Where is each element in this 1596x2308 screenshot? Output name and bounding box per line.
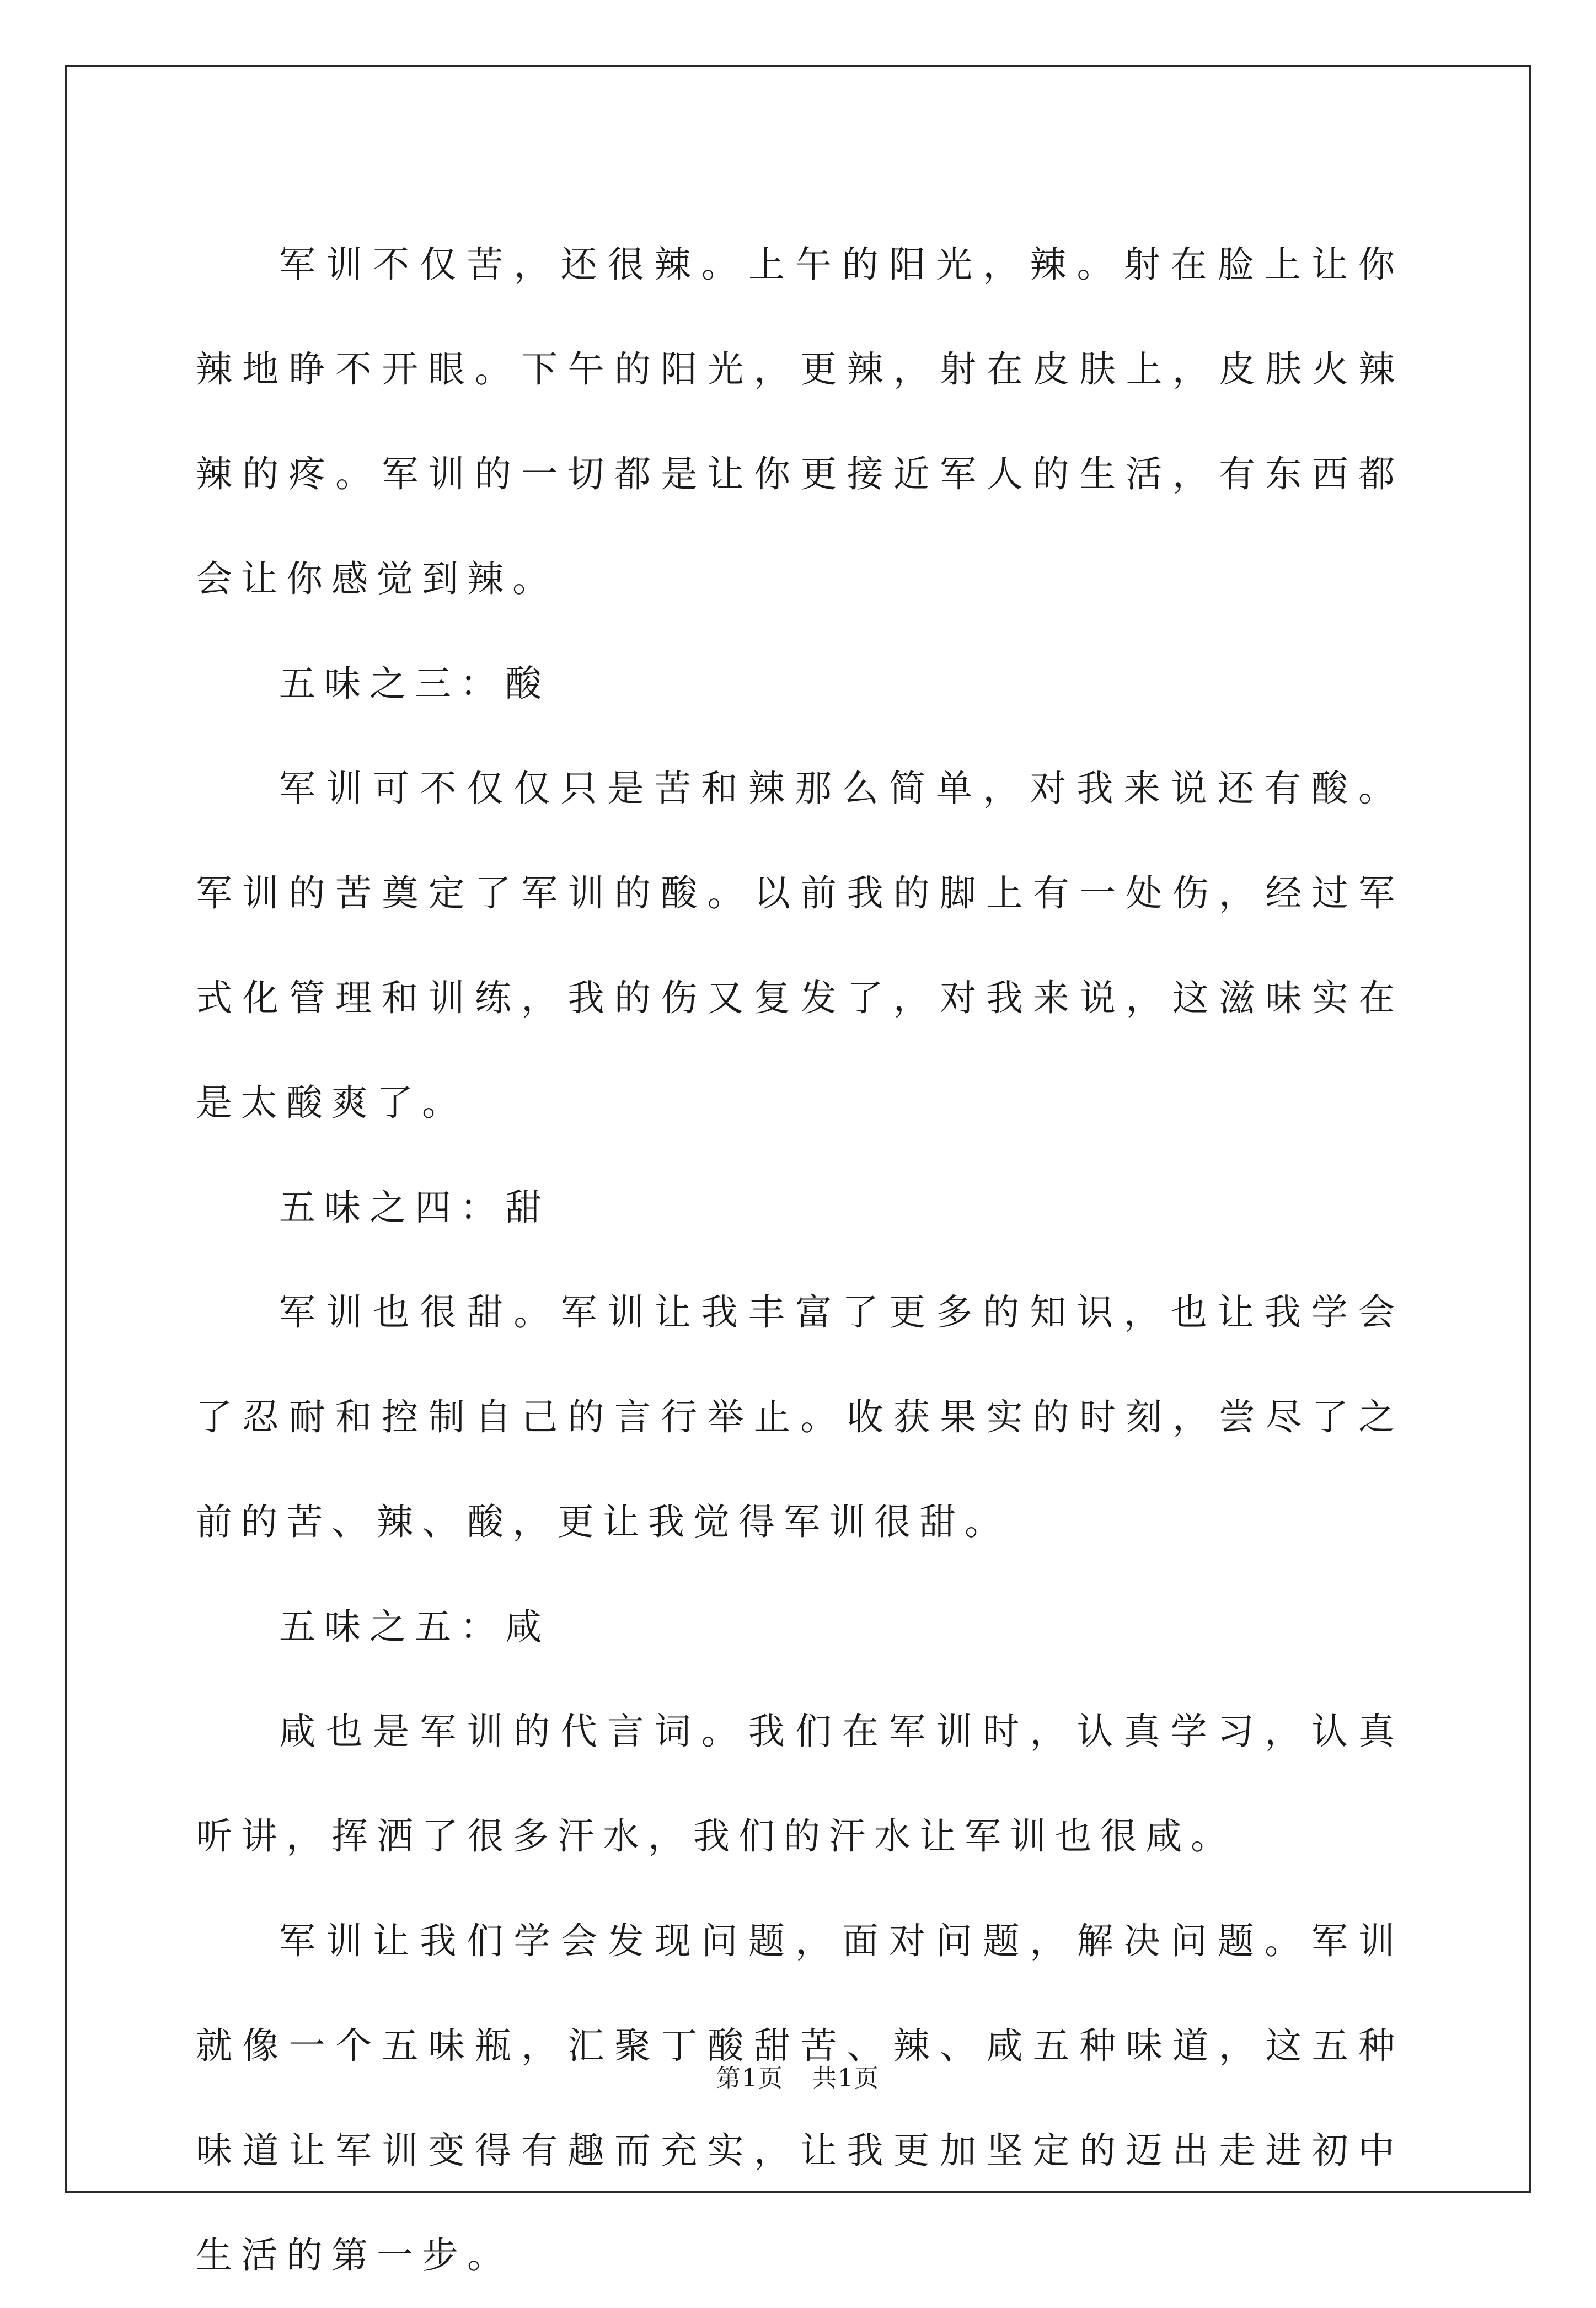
paragraph: 军训不仅苦，还很辣。上午的阳光，辣。射在脸上让你辣地睁不开眼。下午的阳光，更辣，射在皮肤上，皮肤火辣辣的疼。军训的一切都是让你更接近军人的生活，有东西都会让你感觉到辣。 [196, 243, 1404, 600]
paragraph: 军训也很甜。军训让我丰富了更多的知识，也让我学会了忍耐和控制自己的言行举止。收获果实的时刻，尝尽了之前的苦、辣、酸，更让我觉得军训很甜。 [196, 1291, 1404, 1543]
section-heading: 五味之三：酸 [279, 662, 550, 705]
page-footer [0, 2058, 1596, 2093]
page-number: 第1页 [716, 2064, 784, 2092]
paragraph: 军训让我们学会发现问题，面对问题，解决问题。军训就像一个五味瓶，汇聚丁酸甜苦、辣、咸五种味道，这五种味道让军训变得有趣而充实，让我更加坚定的迈出走进初中生活的第一步。 [196, 1920, 1404, 2277]
paragraph: 咸也是军训的代言词。我们在军训时，认真学习，认真听讲，挥洒了很多汗水，我们的汗水让军训也很咸。 [196, 1710, 1404, 1857]
section-heading: 五味之五：咸 [279, 1605, 550, 1648]
section-heading: 五味之四：甜 [279, 1186, 550, 1229]
document-body [196, 212, 1404, 2308]
page-count: 共1页 [812, 2064, 880, 2092]
paragraph: 军训可不仅仅只是苦和辣那么简单，对我来说还有酸。军训的苦奠定了军训的酸。以前我的脚上有一处伤，经过军式化管理和训练，我的伤又复发了，对我来说，这滋味实在是太酸爽了。 [196, 767, 1404, 1124]
